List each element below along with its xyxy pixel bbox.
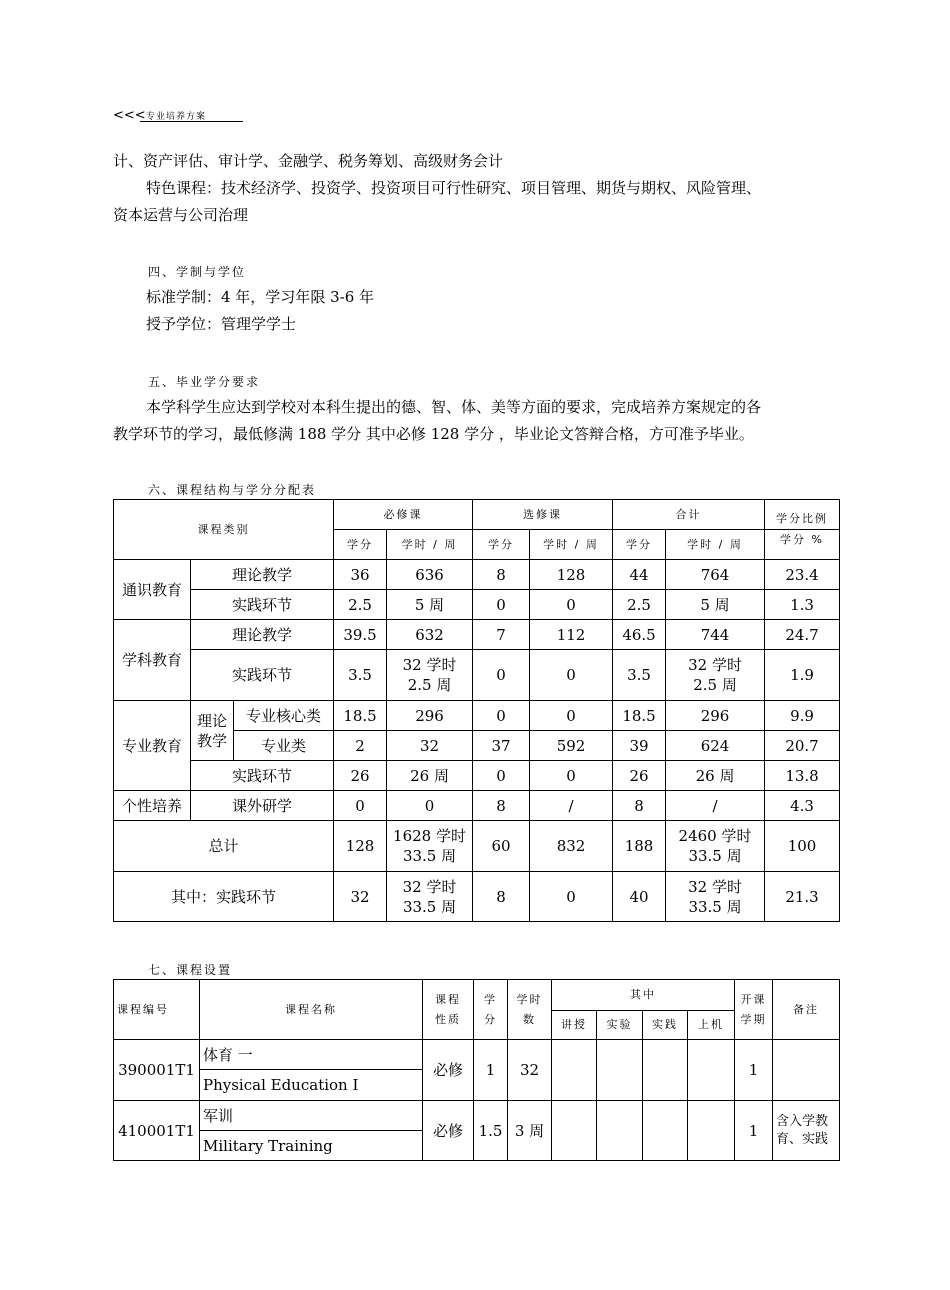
row-sub: 专业类	[234, 731, 334, 761]
course-code: 410001T1	[114, 1101, 200, 1161]
sub-credit: 学分	[473, 530, 530, 560]
cell: 8	[613, 791, 666, 821]
course-hours: 32	[508, 1040, 552, 1101]
col-category: 课程类别	[114, 500, 334, 560]
course-table	[113, 979, 840, 1161]
table-row	[114, 761, 840, 791]
col-type: 课程 性质	[423, 980, 474, 1040]
course-credit: 1	[474, 1040, 508, 1101]
cell: 100	[765, 821, 840, 872]
table-row	[114, 560, 840, 590]
col-elective: 选修课	[473, 500, 613, 530]
cell: 592	[530, 731, 613, 761]
cell: 39	[613, 731, 666, 761]
cell: 636	[387, 560, 473, 590]
col-name: 课程名称	[200, 980, 423, 1040]
cell: 5 周	[666, 590, 765, 620]
col-hours: 学时 数	[508, 980, 552, 1040]
cell: 44	[613, 560, 666, 590]
cell: 188	[613, 821, 666, 872]
group-personal: 个性培养	[114, 791, 191, 821]
table-row	[114, 791, 840, 821]
row-practice-label: 其中：实践环节	[114, 872, 334, 922]
cell: 26	[613, 761, 666, 791]
cell: 0	[530, 872, 613, 922]
cell: 39.5	[334, 620, 387, 650]
cell: 2460 学时 33.5 周	[666, 821, 765, 872]
cell: 0	[334, 791, 387, 821]
cell: 744	[666, 620, 765, 650]
cell: 40	[613, 872, 666, 922]
cell: 60	[473, 821, 530, 872]
group-discipline: 学科教育	[114, 620, 191, 701]
course-name-en: Physical Education Ⅰ	[200, 1070, 423, 1101]
col-required: 必修课	[334, 500, 473, 530]
cell: 0	[473, 761, 530, 791]
course-table-heading: 七、课程设置	[148, 963, 233, 977]
cell: 32	[387, 731, 473, 761]
cell: 0	[530, 761, 613, 791]
cell: 296	[666, 701, 765, 731]
course-experiment	[597, 1040, 643, 1101]
col-computer: 上机	[688, 1011, 735, 1040]
course-computer	[688, 1101, 735, 1161]
cell: 1.3	[765, 590, 840, 620]
cell: 8	[473, 560, 530, 590]
table-row	[114, 590, 840, 620]
course-semester: 1	[735, 1040, 773, 1101]
header-underline	[140, 121, 243, 122]
cell: /	[530, 791, 613, 821]
cell: 1.9	[765, 650, 840, 701]
cell: 18.5	[334, 701, 387, 731]
graduation-heading: 五、毕业学分要求	[148, 375, 261, 389]
cell: 128	[334, 821, 387, 872]
cell: 2.5	[334, 590, 387, 620]
table-row	[114, 701, 840, 731]
intro-line-2: 特色课程：技术经济学、投资学、投资项目可行性研究、项目管理、期货与期权、风险管理、	[146, 179, 762, 197]
cell: 3.5	[613, 650, 666, 701]
cell: 32	[334, 872, 387, 922]
row-sub: 专业核心类	[234, 701, 334, 731]
cell: /	[666, 791, 765, 821]
cell: 624	[666, 731, 765, 761]
col-credit: 学 分	[474, 980, 508, 1040]
course-type: 必修	[423, 1101, 474, 1161]
course-name-cn: 军训	[200, 1101, 423, 1131]
credit-table	[113, 499, 840, 922]
cell: 26	[334, 761, 387, 791]
col-semester: 开课 学期	[735, 980, 773, 1040]
cell: 128	[530, 560, 613, 590]
cell: 764	[666, 560, 765, 590]
group-theory-teaching: 理论 教学	[191, 701, 234, 761]
graduation-line-1: 本学科学生应达到学校对本科生提出的德、智、体、美等方面的要求，完成培养方案规定的各	[146, 398, 762, 416]
cell: 26 周	[387, 761, 473, 791]
row-sub: 实践环节	[191, 590, 334, 620]
course-experiment	[597, 1101, 643, 1161]
col-lecture: 讲授	[552, 1011, 597, 1040]
cell: 32 学时 33.5 周	[387, 872, 473, 922]
cell: 7	[473, 620, 530, 650]
col-total: 合计	[613, 500, 765, 530]
nav-back-icon[interactable]: <<<	[113, 108, 146, 123]
cell: 0	[530, 701, 613, 731]
course-name-en: Military Training	[200, 1131, 423, 1161]
cell: 20.7	[765, 731, 840, 761]
course-name-cn: 体育 一	[200, 1040, 423, 1070]
cell: 32 学时 2.5 周	[666, 650, 765, 701]
row-sub: 理论教学	[191, 620, 334, 650]
cell: 5 周	[387, 590, 473, 620]
cell: 0	[473, 590, 530, 620]
page-header	[113, 108, 248, 126]
cell: 26 周	[666, 761, 765, 791]
cell: 21.3	[765, 872, 840, 922]
row-sub: 理论教学	[191, 560, 334, 590]
course-practice	[643, 1040, 688, 1101]
course-lecture	[552, 1101, 597, 1161]
course-type: 必修	[423, 1040, 474, 1101]
course-practice	[643, 1101, 688, 1161]
group-general: 通识教育	[114, 560, 191, 620]
cell: 24.7	[765, 620, 840, 650]
cell: 8	[473, 791, 530, 821]
course-credit: 1.5	[474, 1101, 508, 1161]
course-row	[114, 1040, 840, 1070]
course-lecture	[552, 1040, 597, 1101]
course-note: 含入学教育、实践	[773, 1101, 840, 1161]
cell: 36	[334, 560, 387, 590]
cell: 23.4	[765, 560, 840, 590]
row-total-label: 总计	[114, 821, 334, 872]
col-note: 备注	[773, 980, 840, 1040]
cell: 9.9	[765, 701, 840, 731]
col-ratio: 学分比例	[765, 500, 840, 530]
cell: 37	[473, 731, 530, 761]
table-row	[114, 620, 840, 650]
cell: 0	[473, 650, 530, 701]
cell: 632	[387, 620, 473, 650]
sub-credit: 学分	[613, 530, 666, 560]
col-include: 其中	[552, 980, 735, 1011]
cell: 2	[334, 731, 387, 761]
cell: 13.8	[765, 761, 840, 791]
sub-percent: 学分 %	[765, 530, 840, 560]
cell: 112	[530, 620, 613, 650]
duration-line-1: 标准学制：4 年，学习年限 3-6 年	[146, 288, 375, 306]
cell: 46.5	[613, 620, 666, 650]
course-row	[114, 1101, 840, 1131]
cell: 32 学时 2.5 周	[387, 650, 473, 701]
sub-hours: 学时 / 周	[387, 530, 473, 560]
duration-heading: 四、学制与学位	[148, 265, 247, 279]
graduation-line-2: 教学环节的学习，最低修满 188 学分 其中必修 128 学分 ，毕业论文答辩合格，方可准予毕业。	[113, 425, 754, 443]
col-code: 课程编号	[114, 980, 200, 1040]
cell: 0	[530, 590, 613, 620]
table-row-total	[114, 821, 840, 872]
cell: 0	[530, 650, 613, 701]
cell: 8	[473, 872, 530, 922]
row-sub: 实践环节	[191, 650, 334, 701]
course-hours: 3 周	[508, 1101, 552, 1161]
duration-line-2: 授予学位：管理学学士	[146, 315, 297, 333]
cell: 18.5	[613, 701, 666, 731]
course-semester: 1	[735, 1101, 773, 1161]
course-code: 390001T1	[114, 1040, 200, 1101]
col-practice: 实践	[643, 1011, 688, 1040]
cell: 296	[387, 701, 473, 731]
sub-hours: 学时 / 周	[666, 530, 765, 560]
table-row-practice	[114, 872, 840, 922]
cell: 832	[530, 821, 613, 872]
intro-line-3: 资本运营与公司治理	[113, 206, 249, 224]
cell: 32 学时 33.5 周	[666, 872, 765, 922]
table-row	[114, 650, 840, 701]
intro-line-1: 计、资产评估、审计学、金融学、税务筹划、高级财务会计	[113, 152, 504, 170]
header-title: 专业培养方案	[146, 112, 207, 122]
cell: 1628 学时 33.5 周	[387, 821, 473, 872]
cell: 0	[473, 701, 530, 731]
col-experiment: 实验	[597, 1011, 643, 1040]
row-sub: 实践环节	[191, 761, 334, 791]
course-computer	[688, 1040, 735, 1101]
cell: 4.3	[765, 791, 840, 821]
sub-credit: 学分	[334, 530, 387, 560]
row-sub: 课外研学	[191, 791, 334, 821]
cell: 0	[387, 791, 473, 821]
cell: 2.5	[613, 590, 666, 620]
credit-table-heading: 六、课程结构与学分分配表	[148, 483, 317, 497]
cell: 3.5	[334, 650, 387, 701]
course-note	[773, 1040, 840, 1101]
sub-hours: 学时 / 周	[530, 530, 613, 560]
group-major: 专业教育	[114, 701, 191, 791]
